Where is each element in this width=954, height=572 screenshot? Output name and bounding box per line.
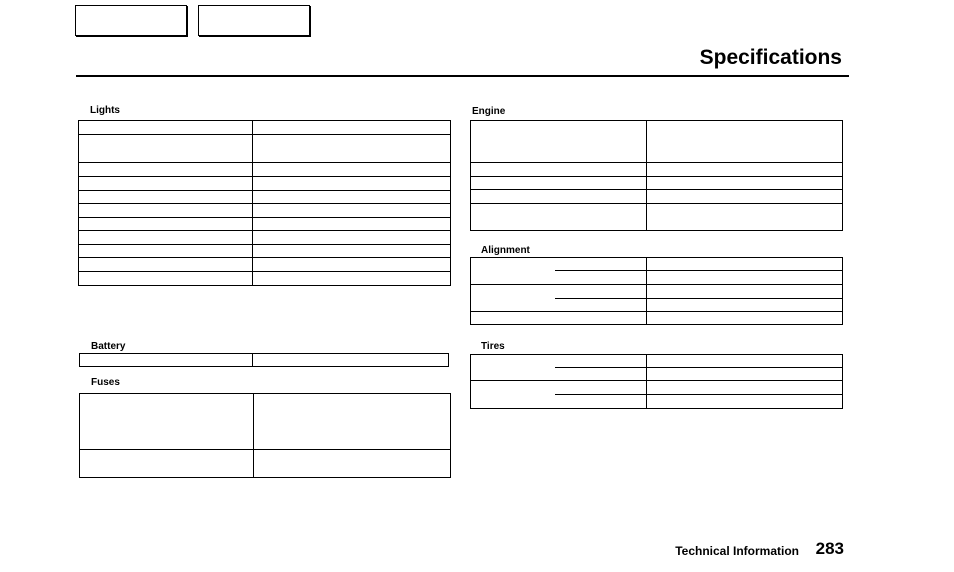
table-row	[79, 218, 451, 231]
alignment-table	[470, 257, 843, 325]
nav-tab-box-2[interactable]	[198, 5, 310, 36]
title-rule	[76, 75, 849, 77]
table-row	[471, 204, 843, 231]
alignment-label: Alignment	[481, 245, 530, 256]
table-row	[471, 163, 843, 177]
table-row	[80, 394, 451, 450]
table-row	[471, 285, 843, 299]
tires-label: Tires	[481, 341, 505, 352]
table-row	[471, 355, 843, 368]
engine-table	[470, 120, 843, 231]
fuses-table	[79, 393, 451, 478]
tires-table	[470, 354, 843, 409]
footer-section-label: Technical Information	[675, 544, 799, 558]
table-row	[80, 354, 449, 367]
table-row	[471, 190, 843, 204]
table-row	[79, 121, 451, 135]
engine-label: Engine	[472, 106, 506, 117]
table-row	[79, 177, 451, 191]
table-row	[79, 204, 451, 218]
table-row	[471, 177, 843, 190]
table-row	[471, 312, 843, 325]
nav-tab-box-1[interactable]	[75, 5, 187, 36]
lights-table	[78, 120, 451, 286]
table-row	[79, 272, 451, 286]
table-row	[471, 381, 843, 395]
battery-label: Battery	[91, 341, 126, 352]
table-row	[79, 231, 451, 245]
table-row	[79, 163, 451, 177]
page-number: 283	[815, 539, 844, 558]
table-row	[471, 258, 843, 271]
lights-label: Lights	[90, 105, 120, 116]
battery-table	[79, 353, 449, 367]
table-row	[79, 258, 451, 272]
table-row	[79, 191, 451, 204]
table-row	[471, 121, 843, 163]
page-title: Specifications	[699, 46, 842, 69]
table-row	[79, 245, 451, 258]
fuses-label: Fuses	[91, 377, 120, 388]
table-row	[79, 135, 451, 163]
table-row	[80, 450, 451, 478]
